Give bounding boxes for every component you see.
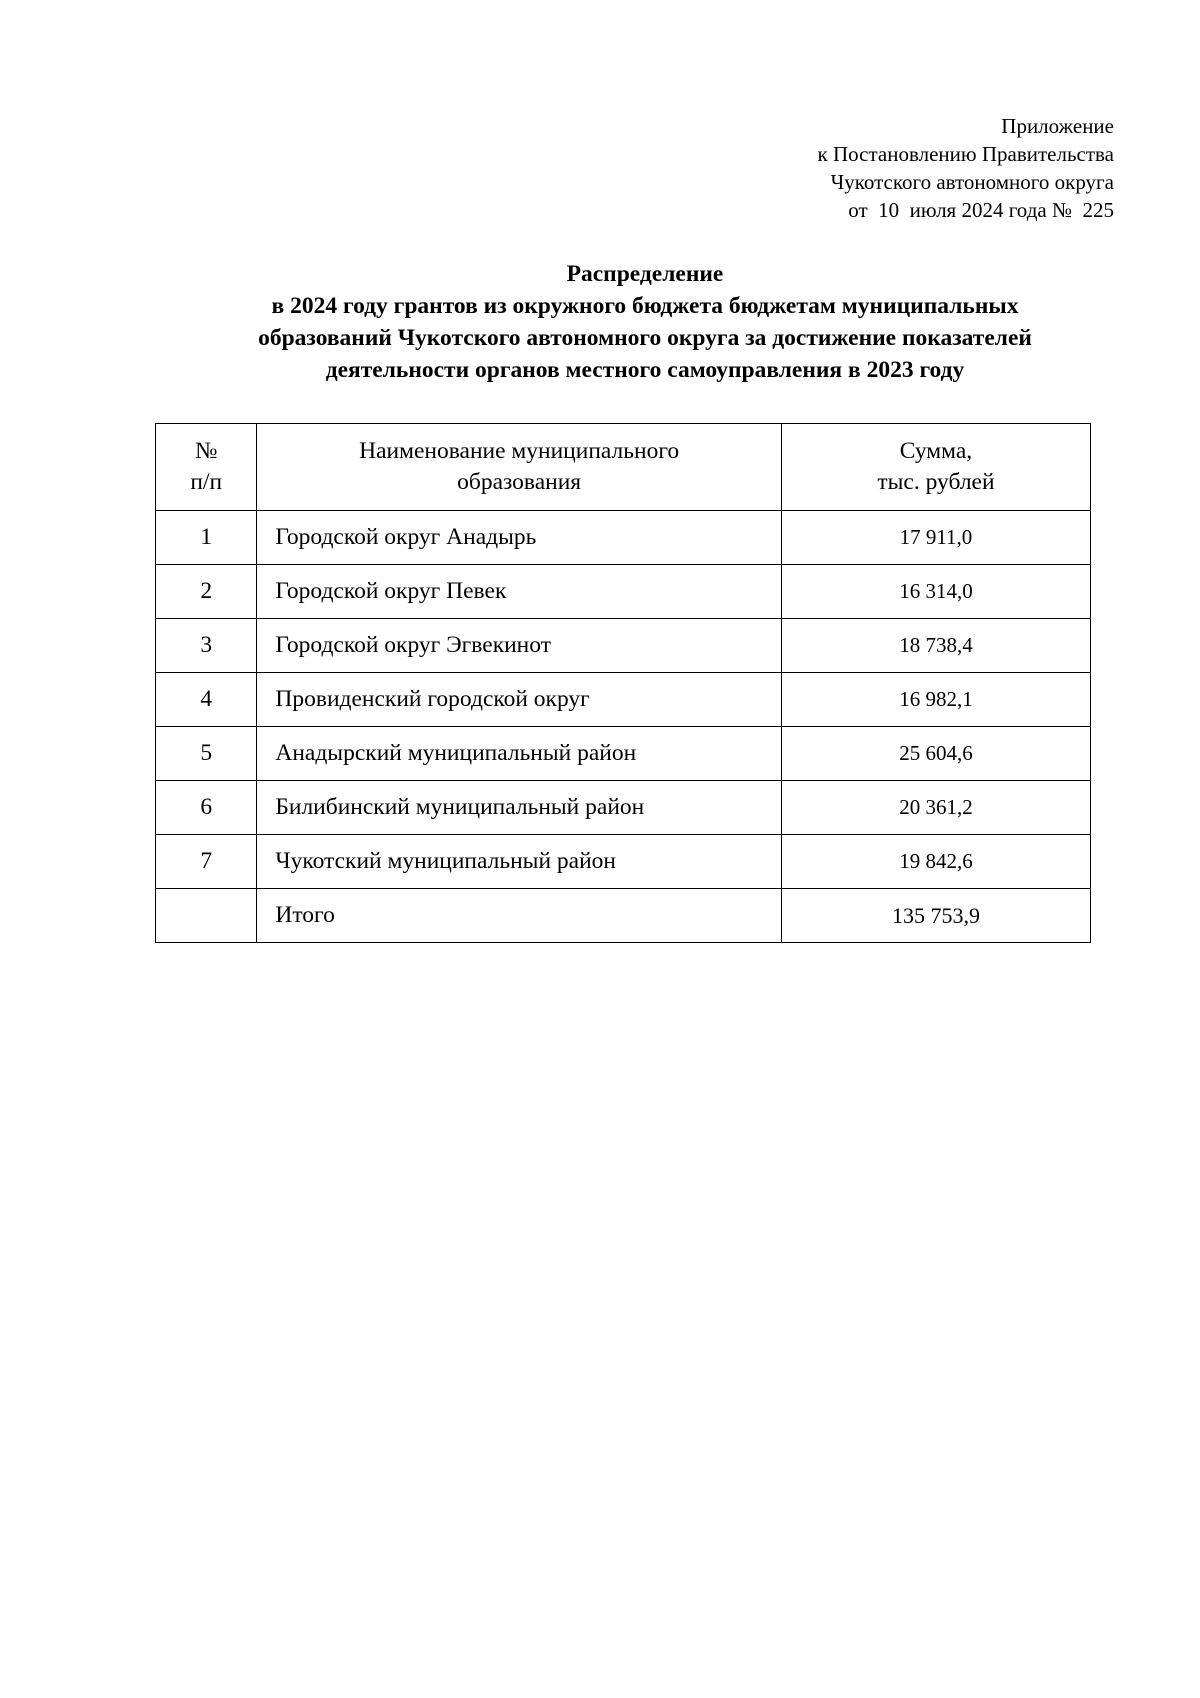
row-number: 4 bbox=[156, 673, 257, 727]
header-number bbox=[156, 424, 257, 511]
row-name: Городской округ Анадырь bbox=[257, 511, 782, 565]
table-row bbox=[156, 673, 1091, 727]
header-sum-line: тыс. рублей bbox=[877, 469, 995, 495]
total-row bbox=[156, 889, 1091, 943]
appendix-line: к Постановлению Правительства bbox=[817, 142, 1114, 166]
row-sum: 16 314,0 bbox=[781, 565, 1090, 619]
table-row bbox=[156, 619, 1091, 673]
appendix-block bbox=[614, 112, 1114, 224]
header-sum-line: Сумма, bbox=[899, 438, 973, 464]
document-title bbox=[120, 258, 1170, 386]
row-name: Билибинский муниципальный район bbox=[257, 781, 782, 835]
row-sum: 17 911,0 bbox=[781, 511, 1090, 565]
total-number bbox=[156, 889, 257, 943]
title-line: образований Чукотского автономного округа за достижение показателей bbox=[258, 325, 1032, 351]
row-sum: 16 982,1 bbox=[781, 673, 1090, 727]
row-number: 5 bbox=[156, 727, 257, 781]
row-name: Городской округ Певек bbox=[257, 565, 782, 619]
row-name: Анадырский муниципальный район bbox=[257, 727, 782, 781]
header-sum bbox=[781, 424, 1090, 511]
row-name: Провиденский городской округ bbox=[257, 673, 782, 727]
header-name-line: образования bbox=[457, 469, 582, 495]
table-row bbox=[156, 781, 1091, 835]
row-name: Городской округ Эгвекинот bbox=[257, 619, 782, 673]
row-number: 3 bbox=[156, 619, 257, 673]
total-label: Итого bbox=[257, 889, 782, 943]
title-line: деятельности органов местного самоуправления в 2023 году bbox=[325, 357, 965, 383]
table-row bbox=[156, 727, 1091, 781]
row-sum: 18 738,4 bbox=[781, 619, 1090, 673]
grants-table bbox=[155, 423, 1091, 943]
row-number: 2 bbox=[156, 565, 257, 619]
title-line: в 2024 году грантов из окружного бюджета бюджетам муниципальных bbox=[271, 293, 1019, 319]
row-number: 6 bbox=[156, 781, 257, 835]
row-sum: 19 842,6 bbox=[781, 835, 1090, 889]
title-line: Распределение bbox=[566, 261, 724, 287]
table-header-row bbox=[156, 424, 1091, 511]
row-sum: 20 361,2 bbox=[781, 781, 1090, 835]
row-sum: 25 604,6 bbox=[781, 727, 1090, 781]
appendix-line: Чукотского автономного округа bbox=[830, 170, 1114, 194]
header-name-line: Наименование муниципального bbox=[359, 438, 680, 464]
appendix-line: от 10 июля 2024 года № 225 bbox=[848, 198, 1114, 222]
table-row bbox=[156, 511, 1091, 565]
table-row bbox=[156, 835, 1091, 889]
appendix-line: Приложение bbox=[1001, 114, 1114, 138]
row-number: 7 bbox=[156, 835, 257, 889]
total-sum: 135 753,9 bbox=[781, 889, 1090, 943]
row-name: Чукотский муниципальный район bbox=[257, 835, 782, 889]
row-number: 1 bbox=[156, 511, 257, 565]
table-row bbox=[156, 565, 1091, 619]
header-number-line: п/п bbox=[190, 469, 223, 495]
header-name bbox=[257, 424, 782, 511]
header-number-line: № bbox=[194, 438, 218, 464]
